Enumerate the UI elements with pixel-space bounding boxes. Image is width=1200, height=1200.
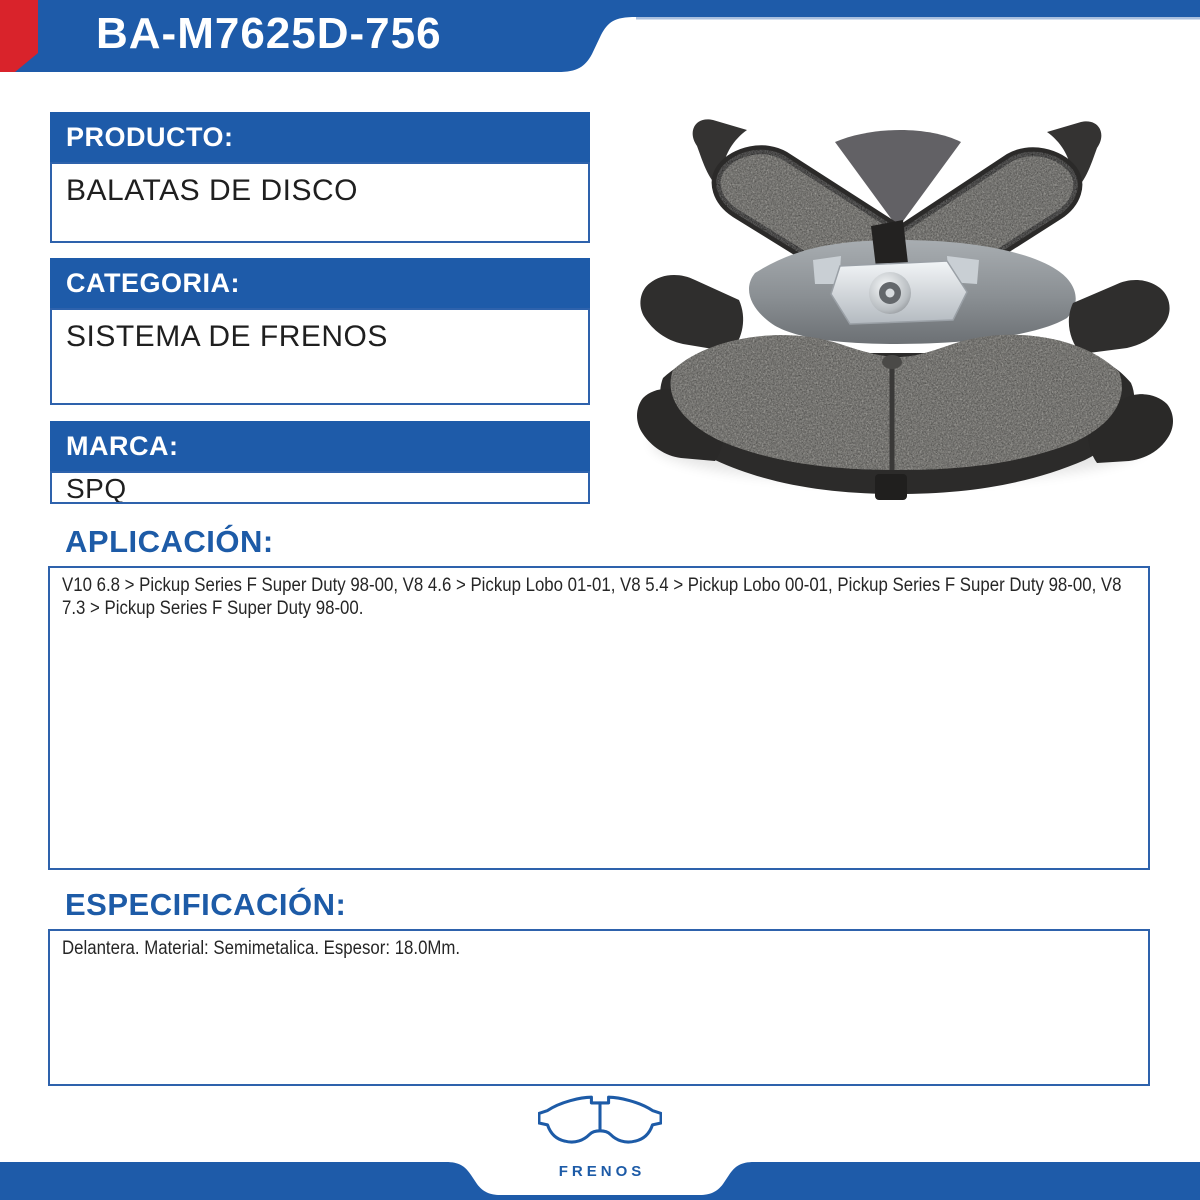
- especificacion-box: [48, 929, 1150, 1086]
- product-photo: [635, 108, 1175, 508]
- marca-value: SPQ: [50, 471, 590, 504]
- field-categoria: [50, 258, 590, 405]
- especificacion-heading: ESPECIFICACIÓN:: [65, 887, 347, 922]
- producto-value: BALATAS DE DISCO: [50, 162, 590, 243]
- middle-ear-left: [640, 275, 743, 352]
- categoria-value: SISTEMA DE FRENOS: [50, 308, 590, 405]
- field-marca: [50, 421, 590, 504]
- field-producto: [50, 112, 590, 243]
- producto-label: PRODUCTO:: [50, 112, 590, 162]
- aplicacion-heading: APLICACIÓN:: [65, 524, 274, 559]
- especificacion-text: Delantera. Material: Semimetalica. Espesor: 18.0Mm.: [62, 938, 461, 959]
- brake-pads-icon: [538, 1089, 662, 1155]
- marca-label: MARCA:: [50, 421, 590, 471]
- footer-brand-label: FRENOS: [558, 1163, 646, 1180]
- middle-ear-right: [1069, 280, 1170, 354]
- categoria-label: CATEGORIA:: [50, 258, 590, 308]
- header-strip-shadow: [636, 17, 1200, 20]
- aplicacion-box: [48, 566, 1150, 870]
- aplicacion-text: V10 6.8 > Pickup Series F Super Duty 98-00, V8 4.6 > Pickup Lobo 01-01, V8 5.4 > Pickup Lobo 00-01, Pickup Series F Super Duty 98-00, V8 7.3 > Pickup Series F Super Duty 98-00.: [62, 575, 1122, 619]
- part-number-title: BA-M7625D-756: [96, 9, 442, 58]
